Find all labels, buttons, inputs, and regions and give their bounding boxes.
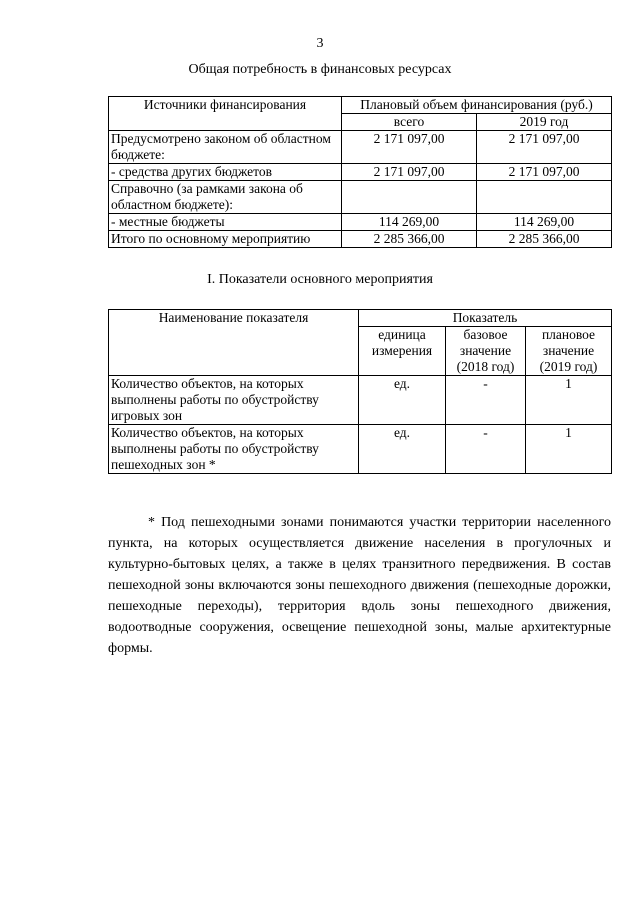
row-year: 2 171 097,00 [477,131,612,164]
row-year [477,181,612,214]
row-year: 2 171 097,00 [477,164,612,181]
row-label: Предусмотрено законом об областном бюджете: [109,131,342,164]
header-total: всего [342,114,477,131]
table-row [109,231,612,248]
row-year: 2 285 366,00 [477,231,612,248]
footnote: * Под пешеходными зонами понимаются участки территории населенного пункта, на которых осуществляется движение населения в прогулочных и культурно-бытовых целях, а также в целях транзитного передвижения. В состав пешеходной зоны включаются зоны пешеходного движения (пешеходные дорожки, пешеходные переходы), территория вдоль зоны пешеходного движения, водоотводные сооружения, освещение пешеходной зоны, малые архитектурные формы. [108,515,611,656]
row-year: 114 269,00 [477,214,612,231]
row-total: 2 171 097,00 [342,131,477,164]
header-planned: Плановый объем финансирования (руб.) [342,97,612,114]
row-total: 114 269,00 [342,214,477,231]
indicators-table [108,309,612,474]
header-plan: плановое значение (2019 год) [526,327,612,376]
row-label: - средства других бюджетов [109,164,342,181]
indicator-base: - [446,376,526,425]
indicators-title: I. Показатели основного мероприятия [207,272,433,287]
table-row [109,164,612,181]
header-indicator: Показатель [359,310,612,327]
row-total: 2 285 366,00 [342,231,477,248]
table-row [109,131,612,164]
page-number: 3 [316,36,324,51]
financing-title: Общая потребность в финансовых ресурсах [188,62,452,77]
table-row [109,181,612,214]
indicator-unit: ед. [359,425,446,474]
row-label: Итого по основному мероприятию [109,231,342,248]
table-row [109,376,612,425]
row-total [342,181,477,214]
indicator-plan: 1 [526,376,612,425]
header-base: базовое значение (2018 год) [446,327,526,376]
financing-table [108,96,612,248]
header-unit: единица измерения [359,327,446,376]
indicator-name: Количество объектов, на которых выполнены работы по обустройству пешеходных зон * [109,425,359,474]
row-label: - местные бюджеты [109,214,342,231]
table-row [109,214,612,231]
table-row [109,425,612,474]
row-total: 2 171 097,00 [342,164,477,181]
indicator-base: - [446,425,526,474]
header-name: Наименование показателя [109,310,359,376]
header-sources: Источники финансирования [109,97,342,131]
indicator-unit: ед. [359,376,446,425]
row-label: Справочно (за рамками закона об областном бюджете): [109,181,342,214]
indicator-name: Количество объектов, на которых выполнены работы по обустройству игровых зон [109,376,359,425]
indicator-plan: 1 [526,425,612,474]
header-year: 2019 год [477,114,612,131]
